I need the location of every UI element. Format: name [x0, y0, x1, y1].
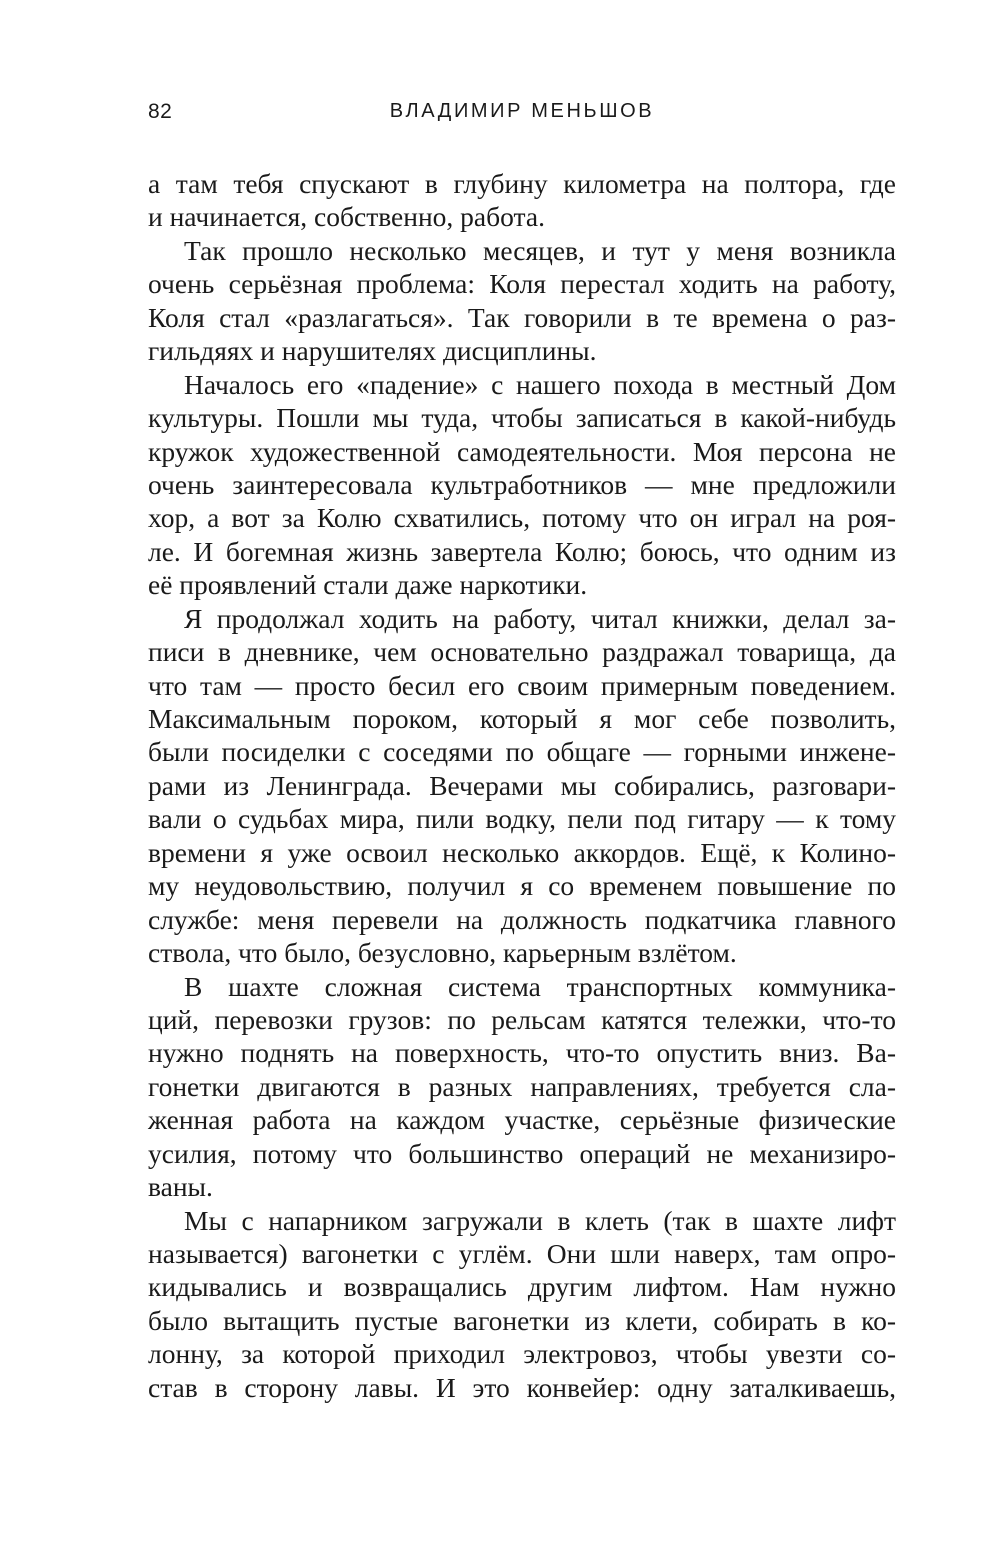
text-line: Так прошло несколько месяцев, и тут у меня возникла: [184, 234, 896, 266]
text-line: рами из Ленинграда. Вечерами мы собирались, разговари-: [148, 769, 896, 801]
paragraph: [148, 970, 896, 1204]
text-line: и начинается, собственно, работа.: [148, 201, 545, 233]
text-line: было вытащить пустые вагонетки из клети, собирать в ко-: [148, 1304, 896, 1336]
text-line: нужно поднять на поверхность, что-то опустить вниз. Ва-: [148, 1037, 896, 1069]
text-line: ле. И богемная жизнь завертела Колю; боюсь, что одним из: [148, 535, 896, 567]
text-line: ваны.: [148, 1171, 213, 1203]
text-line: Мы с напарником загружали в клеть (так в шахте лифт: [184, 1204, 896, 1236]
text-line: Началось его «падение» с нашего похода в местный Дом: [184, 368, 896, 400]
text-line: называется) вагонетки с углём. Они шли наверх, там опро-: [148, 1238, 896, 1269]
paragraph: [148, 167, 896, 234]
text-line: ций, перевозки грузов: по рельсам катятся тележки, что-то: [148, 1003, 896, 1035]
text-line: кидывались и возвращались другим лифтом. Нам нужно: [148, 1271, 896, 1303]
text-line: Коля стал «разлагаться». Так говорили в те времена о раз-: [148, 301, 896, 333]
paragraph: [148, 1204, 896, 1405]
text-line: были посиделки с соседями по общаге — горными инжене-: [148, 736, 896, 768]
paragraph: [148, 234, 896, 368]
paragraph: [148, 602, 896, 970]
text-line: Я продолжал ходить на работу, читал книжки, делал за-: [184, 602, 896, 634]
page-number: 82: [148, 100, 173, 123]
text-line: кружок художественной самодеятельности. Моя персона не: [148, 435, 896, 467]
text-line: её проявлений стали даже наркотики.: [148, 569, 588, 601]
text-line: гильдяях и нарушителях дисциплины.: [148, 335, 597, 367]
text-line: лонну, за которой приходил электровоз, чтобы увезти со-: [148, 1338, 896, 1370]
text-line: Максимальным пороком, который я мог себе позволить,: [148, 703, 896, 734]
text-line: времени я уже освоил несколько аккордов. Ещё, к Колино-: [148, 836, 896, 868]
text-line: усилия, потому что большинство операций не механизиро-: [148, 1137, 896, 1169]
running-title: ВЛАДИМИР МЕНЬШОВ: [389, 100, 655, 122]
text-line: писи в дневнике, чем основательно раздражал товарища, да: [148, 636, 896, 668]
text-line: став в сторону лавы. И это конвейер: одну заталкиваешь,: [148, 1371, 896, 1403]
text-line: женная работа на каждом участке, серьёзные физические: [148, 1104, 896, 1136]
text-line: гонетки двигаются в разных направлениях, требуется сла-: [148, 1070, 896, 1102]
body-text: [148, 167, 896, 1404]
text-line: культуры. Пошли мы туда, чтобы записаться в какой-нибудь: [148, 402, 896, 434]
text-line: хор, а вот за Колю схватились, потому что он играл на роя-: [148, 502, 896, 534]
text-line: а там тебя спускают в глубину километра на полтора, где: [148, 168, 896, 199]
text-line: что там — просто бесил его своим примерным поведением.: [148, 669, 896, 701]
text-line: вали о судьбах мира, пили водку, пели под гитару — к тому: [148, 803, 896, 835]
paragraph: [148, 368, 896, 602]
text-line: му неудовольствию, получил я со временем повышение по: [148, 870, 896, 902]
text-line: очень заинтересовала культработников — мне предложили: [148, 468, 896, 500]
text-line: службе: меня перевели на должность подкатчика главного: [148, 903, 896, 935]
text-line: В шахте сложная система транспортных коммуника-: [184, 970, 896, 1002]
page-header: [148, 100, 896, 136]
text-line: ствола, что было, безусловно, карьерным взлётом.: [148, 937, 737, 969]
text-line: очень серьёзная проблема: Коля перестал ходить на работу,: [148, 268, 896, 300]
